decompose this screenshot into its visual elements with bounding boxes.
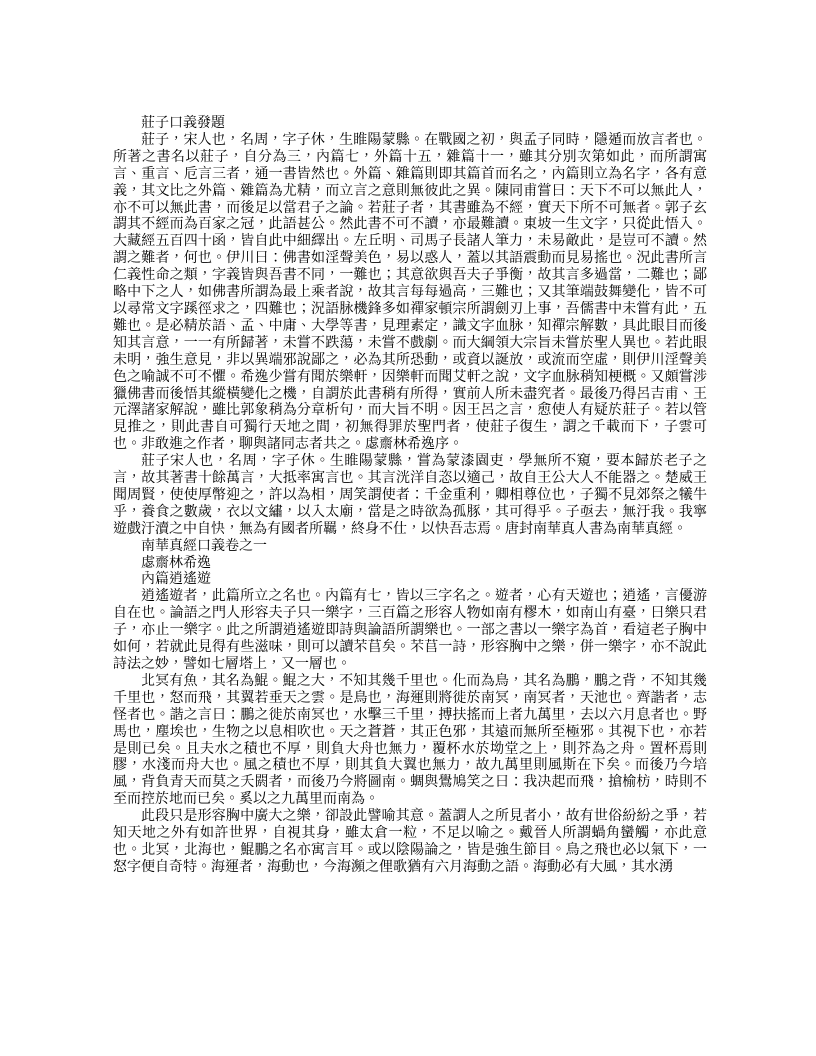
author-line: 虙齋林希逸 bbox=[141, 555, 211, 571]
zhuangzi-text-paragraph: 北冥有魚，其名為鯤。鯤之大，不知其幾千里也。化而為鳥，其名為鵬，鵬之背，不知其幾千里也，怒而飛，其翼若垂天之雲。是鳥也，海運則將徙於南冥，南冥者，天池也。齊諧者，志怪者也。諧之言曰：鵬之徙於南冥也，水擊三千里，搏扶搖而上者九萬里，去以六月息者也。野馬也，塵埃也，生物之以息相吹也。天之蒼蒼，其正色邪，其遠而無所至極邪。其視下也，亦若是則已矣。且夫水之積也不厚，則負大舟也無力，覆杯水於坳堂之上，則芥為之舟。置杯焉則膠，水淺而舟大也。風之積也不厚，則其負大翼也無力，故九萬里則風斯在下矣。而後乃今培風，背負青天而莫之夭閼者，而後乃今將圖南。蜩與鷽鳩笑之曰：我决起而飛，搶榆枋，時則不至而控於地而已矣。奚以之九萬里而南為。 bbox=[113, 673, 707, 808]
biography-paragraph: 莊子宋人也，名周，字子休。生睢陽蒙縣，嘗為蒙漆園吏，學無所不窺，要本歸於老子之言，故其著書十餘萬言，大抵率寓言也。其言洸洋自恣以適己，故自王公大人不能器之。楚威王聞周賢，使使厚幣迎之，許以為相，周笑謂使者：千金重利，卿相尊位也，子獨不見郊祭之犧牛乎，養食之數歲，衣以文繡，以入太廟，當是之時欲為孤豚，其可得乎。子亟去，無汙我。我寧遊戲汙瀆之中自快，無為有國者所羈，終身不仕，以快吾志焉。唐封南華真人書為南華真經。 bbox=[113, 454, 707, 537]
volume-heading: 南華真經口義卷之一 bbox=[141, 538, 267, 554]
commentary-paragraph-closing: 此段只是形容胸中廣大之樂，卻設此譬喻其意。蓋謂人之所見者小，故有世俗紛紛之爭，若知天地之外有如許世界，自視其身，雖太倉一粒，不足以喻之。戴晉人所謂蝸角蠻觸，亦此意也。北冥，北海也，鯤鵬之名亦寓言耳。或以陰陽論之，皆是強生節目。鳥之飛也必以氣下，一怒字便自奇特。海運者，海動也，今海瀕之俚歌猶有六月海動之語。海動必有大風，其水湧 bbox=[113, 809, 707, 875]
text-column bbox=[113, 116, 707, 877]
doc-title: 莊子口義發題 bbox=[141, 116, 225, 131]
commentary-paragraph-intro: 逍遙遊者，此篇所立之名也。內篇有七，皆以三字名之。遊者，心有天遊也；逍遙，言優游自在也。論語之門人形容夫子只一樂字，三百篇之形容人物如南有樛木，如南山有臺，曰樂只君子，亦止一樂字。此之所謂逍遙遊即詩與論語所謂樂也。一部之書以一樂字為首，看這老子胸中如何，若就此見得有些滋味，則可以讀芣苢矣。芣苢一詩，形容胸中之樂，併一樂字，亦不說此詩法之妙，譬如七層塔上，又一層也。 bbox=[113, 589, 707, 672]
chapter-heading: 內篇逍遙遊 bbox=[141, 572, 211, 588]
preface-paragraph: 莊子，宋人也，名周，字子休，生睢陽蒙縣。在戰國之初，與孟子同時，隱遁而放言者也。所著之書名以莊子，自分為三，內篇七，外篇十五，雜篇十一，雖其分別次第如此，而所謂寓言、重言、卮言三者，通一書皆然也。外篇、雜篇則即其篇首而名之，內篇則立為名字，各有意義，其文比之外篇、雜篇為尤精，而立言之意則無彼此之異。陳同甫嘗曰：天下不可以無此人，亦不可以無此書，而後足以當君子之論。若莊子者，其書雖為不經，實天下所不可無者。郭子玄謂其不經而為百家之冠，此語甚公。然此書不可不讀，亦最難讀。東坡一生文字，只從此悟入。大藏經五百四十函，皆自此中細繹出。左丘明、司馬子長諸人筆力，未易敵此，是豈可不讀。然謂之難者，何也。伊川曰：佛書如淫聲美色，易以惑人，蓋以其語震動而見易搖也。況此書所言仁義性命之類，字義皆與吾書不同，一難也；其意欲與吾夫子爭衡，故其言多過當，二難也；鄙略中下之人，如佛書所謂為最上乘者說，故其言每每過高，三難也；又其筆端鼓舞變化，皆不可以尋常文字蹊徑求之，四難也；況語脉機鋒多如禪家頓宗所謂劍刃上事，吾儒書中未嘗有此，五難也。是必精於語、孟、中庸、大學等書，見理素定，識文字血脉，知禪宗解數，具此眼目而後知其言意，一一有所歸著，未嘗不跌蕩，未嘗不戲劇。而大綱領大宗旨未嘗於聖人異也。若此眼未明，強生意見，非以異端邪說鄙之，必為其所恐動，或資以誕放，或流而空虛，則伊川淫聲美色之喻誠不可不懼。希逸少嘗有聞於樂軒，因樂軒而聞艾軒之說，文字血脉稍知梗概。又頗嘗涉獵佛書而後悟其縱橫變化之機，自謂於此書稍有所得，實前人所未盡究者。最後乃得呂吉甫、王元澤諸家解說，雖比郭象稍為分章析句，而大旨不明。因王呂之言，愈使人有疑於莊子。若以管見推之，則此書自可獨行天地之間，初無得罪於聖門者，使莊子復生，謂之千載而下，子雲可也。非敢進之作者，聊與諸同志者共之。虙齋林希逸序。 bbox=[113, 132, 707, 453]
